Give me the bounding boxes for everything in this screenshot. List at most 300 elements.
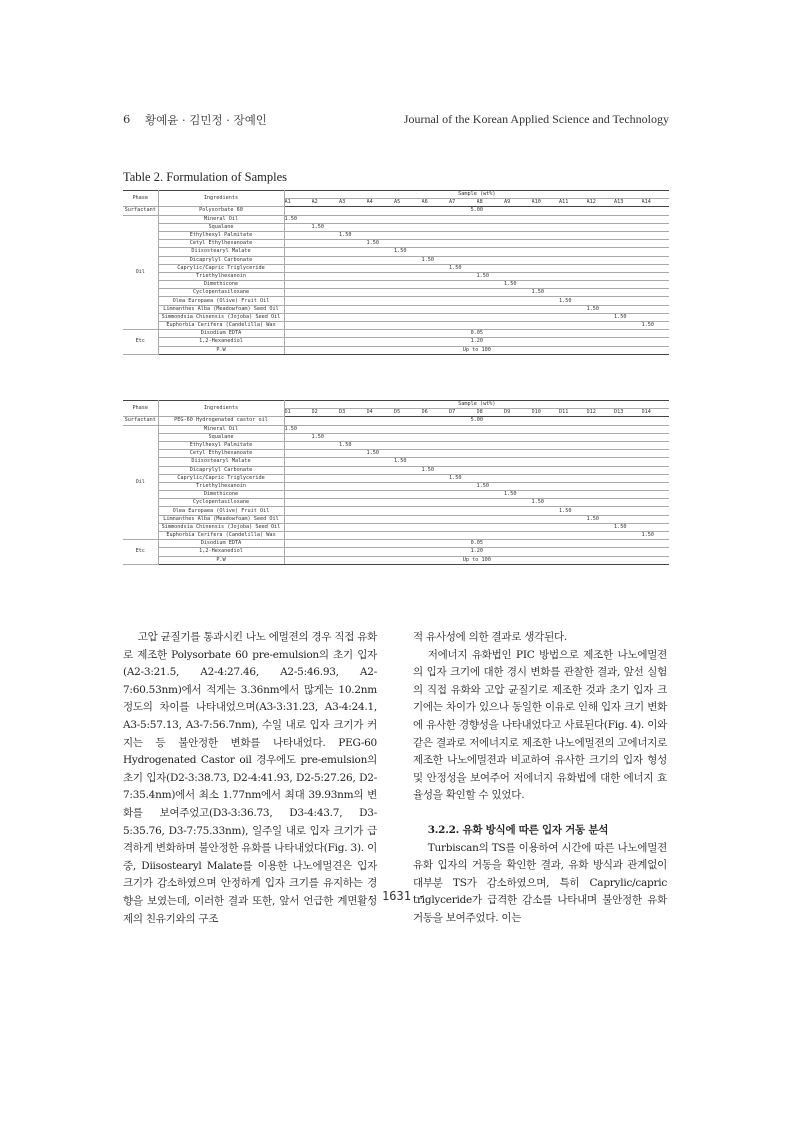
ingredient-name: Dimethicone [158, 491, 284, 499]
body-column-left [123, 629, 377, 928]
cell-value: 0.05 [284, 330, 669, 338]
cell-value [587, 256, 615, 264]
ingredient-name: Cetyl Ethylhexanoate [158, 450, 284, 458]
cell-value [642, 515, 670, 523]
cell-value [559, 223, 587, 231]
cell-value [532, 272, 560, 280]
cell-value [477, 466, 505, 474]
cell-value [367, 231, 395, 239]
cell-value [284, 231, 312, 239]
cell-value: 1.50 [449, 474, 477, 482]
cell-value [284, 322, 312, 330]
cell-value [477, 240, 505, 248]
phase-label: Etc [123, 540, 158, 565]
cell-value [284, 532, 312, 540]
cell-value [449, 491, 477, 499]
cell-value [559, 499, 587, 507]
cell-value: 5.00 [284, 417, 669, 425]
cell-value [504, 231, 532, 239]
cell-value [422, 433, 450, 441]
footer-page-number: - 1631 - [367, 889, 426, 903]
cell-value [587, 231, 615, 239]
cell-value [504, 215, 532, 223]
cell-value [559, 313, 587, 321]
cell-value [367, 441, 395, 449]
cell-value [477, 231, 505, 239]
cell-value [367, 305, 395, 313]
cell-value [614, 466, 642, 474]
cell-value [394, 532, 422, 540]
ingredient-name: Dicaprylyl Carbonate [158, 466, 284, 474]
cell-value: 1.50 [339, 231, 367, 239]
cell-value [477, 425, 505, 433]
cell-value [504, 248, 532, 256]
cell-value [614, 458, 642, 466]
cell-value [312, 491, 340, 499]
cell-value: 1.50 [532, 289, 560, 297]
sample-column-header: D3 [339, 409, 367, 417]
cell-value [587, 532, 615, 540]
cell-value [532, 515, 560, 523]
cell-value [559, 523, 587, 531]
cell-value [339, 499, 367, 507]
cell-value [504, 507, 532, 515]
cell-value [477, 322, 505, 330]
cell-value [339, 523, 367, 531]
ingredient-name: Caprylic/Capric Triglyceride [158, 264, 284, 272]
cell-value [642, 231, 670, 239]
ingredient-name: PEG-60 Hydrogenated castor oil [158, 417, 284, 425]
cell-value [339, 215, 367, 223]
cell-value [587, 223, 615, 231]
cell-value [394, 482, 422, 490]
cell-value [614, 223, 642, 231]
cell-value [477, 248, 505, 256]
cell-value [587, 507, 615, 515]
cell-value [587, 297, 615, 305]
cell-value [339, 281, 367, 289]
cell-value: 1.50 [312, 223, 340, 231]
cell-value [449, 450, 477, 458]
cell-value [284, 305, 312, 313]
cell-value [477, 256, 505, 264]
phase-header: Phase [123, 191, 158, 207]
cell-value [614, 231, 642, 239]
sample-column-header: D12 [587, 409, 615, 417]
ingredient-name: P.W [158, 346, 284, 354]
cell-value [339, 466, 367, 474]
cell-value [312, 532, 340, 540]
cell-value: 1.50 [284, 425, 312, 433]
cell-value [312, 322, 340, 330]
cell-value [339, 305, 367, 313]
ingredient-name: Dicaprylyl Carbonate [158, 256, 284, 264]
ingredient-name: Limnanthes Alba (Meadowfoam) Seed Oil [158, 515, 284, 523]
cell-value: 1.50 [532, 499, 560, 507]
sample-column-header: D2 [312, 409, 340, 417]
cell-value [449, 532, 477, 540]
cell-value [532, 264, 560, 272]
cell-value [312, 215, 340, 223]
cell-value [559, 240, 587, 248]
cell-value [587, 425, 615, 433]
cell-value [587, 248, 615, 256]
cell-value [614, 491, 642, 499]
cell-value [614, 297, 642, 305]
ingredient-name: Limnanthes Alba (Meadowfoam) Seed Oil [158, 305, 284, 313]
cell-value [449, 458, 477, 466]
cell-value [449, 322, 477, 330]
cell-value [394, 281, 422, 289]
cell-value [367, 264, 395, 272]
cell-value [394, 523, 422, 531]
cell-value [449, 281, 477, 289]
cell-value [367, 281, 395, 289]
phase-label: Surfactant [123, 417, 158, 425]
cell-value [504, 458, 532, 466]
body-paragraph: 고압 균질기를 통과시킨 나노 에멀젼의 경우 직접 유화로 제조한 Polysorbate 60 pre-emulsion의 초기 입자(A2-3:21.5, A2-4:27.46, A2-5:46.93, A2-7:60.53nm)에서 적게는 3.36nm에서 많게는 10.2nm 정도의 차이를 나타내었으며(A3-3:31.23, A3-4:24.1, A3-5:57.13, A3-7:56.7nm), 수일 내로 입자 크기가 커지는 등 불안정한 변화를 나타내었다. PEG-60 Hydrogenated Castor oil 경우에도 pre-emulsion의 초기 입자(D2-3:38.73, D2-4:41.93, D2-5:27.26, D2-7:35.4nm)에서 최소 1.77nm에서 최대 39.93nm의 변화를 보여주었고(D3-3:36.73, D3-4:43.7, D3-5:35.76, D3-7:75.33nm), 일주일 내로 입자 크기가 급격하게 변화하며 불안정한 유화를 나타내었다(Fig. 3). 이 중, Diisostearyl Malate를 이용한 나노에멀견은 입자 크기가 감소하였으며 안정하게 입자 크기를 유지하는 경향을 보였는데, 이러한 결과 또한, 앞서 언급한 계면활성제의 친유기와의 구조 [123, 631, 377, 925]
cell-value [339, 458, 367, 466]
cell-value [449, 425, 477, 433]
ingredient-name: Diisostearyl Malate [158, 248, 284, 256]
cell-value [477, 281, 505, 289]
cell-value: 1.50 [422, 256, 450, 264]
cell-value [642, 433, 670, 441]
cell-value [284, 256, 312, 264]
ingredient-name: Cyclopentasiloxane [158, 499, 284, 507]
cell-value: 5.00 [284, 207, 669, 215]
cell-value [532, 458, 560, 466]
cell-value [559, 482, 587, 490]
cell-value [477, 458, 505, 466]
cell-value [559, 433, 587, 441]
cell-value [339, 240, 367, 248]
cell-value [339, 450, 367, 458]
cell-value [394, 215, 422, 223]
cell-value [367, 256, 395, 264]
cell-value [532, 231, 560, 239]
cell-value [477, 532, 505, 540]
cell-value [559, 215, 587, 223]
ingredient-name: Euphorbia Cerifera (Candelilla) Wax [158, 532, 284, 540]
cell-value: 1.20 [284, 338, 669, 346]
cell-value [642, 507, 670, 515]
cell-value [532, 450, 560, 458]
cell-value [614, 532, 642, 540]
cell-value [284, 491, 312, 499]
ingredient-name: Caprylic/Capric Triglyceride [158, 474, 284, 482]
cell-value [422, 289, 450, 297]
cell-value [367, 248, 395, 256]
cell-value [394, 240, 422, 248]
cell-value [422, 523, 450, 531]
cell-value [339, 507, 367, 515]
cell-value [422, 532, 450, 540]
cell-value [339, 297, 367, 305]
cell-value [449, 289, 477, 297]
ingredient-name: 1,2-Hexanediol [158, 338, 284, 346]
cell-value [312, 458, 340, 466]
cell-value [367, 297, 395, 305]
ingredient-name: Diisostearyl Malate [158, 458, 284, 466]
cell-value [339, 223, 367, 231]
cell-value [614, 272, 642, 280]
cell-value [394, 289, 422, 297]
cell-value [587, 433, 615, 441]
cell-value: 1.50 [559, 507, 587, 515]
cell-value [339, 289, 367, 297]
cell-value [477, 433, 505, 441]
cell-value [559, 289, 587, 297]
cell-value [339, 264, 367, 272]
cell-value [284, 313, 312, 321]
cell-value [504, 272, 532, 280]
cell-value [642, 482, 670, 490]
cell-value [477, 215, 505, 223]
cell-value [587, 441, 615, 449]
cell-value [367, 499, 395, 507]
cell-value [504, 532, 532, 540]
cell-value [339, 272, 367, 280]
cell-value: 1.50 [477, 272, 505, 280]
cell-value [312, 515, 340, 523]
cell-value [532, 248, 560, 256]
cell-value: 0.05 [284, 540, 669, 548]
cell-value [504, 441, 532, 449]
cell-value: 1.50 [504, 281, 532, 289]
ingredients-header: Ingredients [158, 191, 284, 207]
cell-value [367, 515, 395, 523]
cell-value [614, 289, 642, 297]
cell-value [559, 425, 587, 433]
cell-value [587, 474, 615, 482]
cell-value: 1.50 [449, 264, 477, 272]
cell-value [642, 458, 670, 466]
cell-value [367, 425, 395, 433]
cell-value [284, 499, 312, 507]
cell-value [449, 240, 477, 248]
cell-value [312, 281, 340, 289]
cell-value [559, 248, 587, 256]
cell-value [559, 272, 587, 280]
cell-value [422, 264, 450, 272]
ingredient-name: Triethylhexanoin [158, 272, 284, 280]
cell-value [477, 507, 505, 515]
phase-label: Oil [123, 425, 158, 540]
phase-label: Oil [123, 215, 158, 330]
cell-value [312, 482, 340, 490]
cell-value [642, 223, 670, 231]
cell-value [422, 297, 450, 305]
cell-value [422, 450, 450, 458]
cell-value [449, 223, 477, 231]
cell-value [477, 474, 505, 482]
cell-value [532, 441, 560, 449]
cell-value [559, 256, 587, 264]
cell-value [559, 281, 587, 289]
cell-value [477, 441, 505, 449]
cell-value [532, 322, 560, 330]
cell-value [312, 289, 340, 297]
cell-value [559, 450, 587, 458]
cell-value [422, 458, 450, 466]
cell-value [504, 289, 532, 297]
cell-value [642, 474, 670, 482]
cell-value: 1.50 [422, 466, 450, 474]
ingredient-name: Euphorbia Cerifera (Candelilla) Wax [158, 322, 284, 330]
cell-value [614, 507, 642, 515]
formulation-table-d [123, 400, 669, 565]
cell-value [449, 231, 477, 239]
sample-column-header: A13 [614, 199, 642, 207]
cell-value [559, 305, 587, 313]
ingredient-name: 1,2-Hexanediol [158, 548, 284, 556]
cell-value [367, 466, 395, 474]
cell-value [532, 240, 560, 248]
cell-value [504, 450, 532, 458]
cell-value [642, 215, 670, 223]
cell-value [449, 297, 477, 305]
sample-column-header: D4 [367, 409, 395, 417]
cell-value [614, 322, 642, 330]
cell-value [284, 297, 312, 305]
cell-value [394, 272, 422, 280]
sample-column-header: D8 [477, 409, 505, 417]
cell-value [642, 499, 670, 507]
sample-column-header: A6 [422, 199, 450, 207]
cell-value [312, 240, 340, 248]
cell-value: 1.50 [559, 297, 587, 305]
cell-value [422, 272, 450, 280]
cell-value [504, 466, 532, 474]
cell-value [587, 322, 615, 330]
cell-value [367, 532, 395, 540]
cell-value [559, 491, 587, 499]
cell-value [394, 441, 422, 449]
cell-value [642, 491, 670, 499]
cell-value: 1.50 [587, 305, 615, 313]
body-paragraph: 저에너지 유화법인 PIC 방법으로 제조한 나노에멀젼의 입자 크기에 대한 경시 변화를 관찰한 결과, 앞선 실험의 직접 유화와 고압 균질기로 제조한 것과 초기 입자 크기에는 차이가 있으나 동일한 이유로 인해 입자 크기 변화에 유사한 경향성을 나타내었다고 사료된다(Fig. 4). 이와 같은 결과로 저에너지로 제조한 나노에멀젼의 고에너지로 제조한 나노에멀젼과 비교하여 유사한 크기의 입자 형성 및 안정성을 보여주어 저에너지 유화법에 대한 에너지 효율성을 확인할 수 있었다. [413, 648, 667, 802]
cell-value [532, 256, 560, 264]
cell-value: 1.50 [394, 248, 422, 256]
cell-value [587, 215, 615, 223]
cell-value [394, 499, 422, 507]
cell-value [477, 297, 505, 305]
ingredient-name: Dimethicone [158, 281, 284, 289]
header-authors: 황예윤 · 김민정 · 장예인 [145, 113, 267, 127]
cell-value [504, 240, 532, 248]
cell-value [367, 223, 395, 231]
cell-value [642, 248, 670, 256]
cell-value [532, 466, 560, 474]
cell-value [367, 507, 395, 515]
sample-column-header: D9 [504, 409, 532, 417]
cell-value [367, 289, 395, 297]
cell-value [394, 507, 422, 515]
sample-column-header: A11 [559, 199, 587, 207]
cell-value [532, 313, 560, 321]
cell-value [339, 474, 367, 482]
cell-value [477, 289, 505, 297]
ingredient-name: Cyclopentasiloxane [158, 289, 284, 297]
sample-column-header: A12 [587, 199, 615, 207]
body-paragraph: 적 유사성에 의한 결과로 생각된다. [413, 631, 567, 643]
cell-value [367, 215, 395, 223]
cell-value [559, 231, 587, 239]
cell-value [642, 425, 670, 433]
cell-value [614, 499, 642, 507]
body-paragraph: Turbiscan의 TS를 이용하여 시간에 따른 나노에멀젼 유화 입자의 거동을 확인한 결과, 유화 방식과 관계없이 대부분 TS가 감소하였으며, 특히 Caprylic/capric triglyceride가 급격한 감소를 나타내며 불안정한 유화 거동을 보여주었다. 이는 [413, 841, 667, 924]
cell-value [312, 523, 340, 531]
cell-value [614, 441, 642, 449]
cell-value [587, 240, 615, 248]
cell-value [394, 450, 422, 458]
cell-value [532, 491, 560, 499]
cell-value [339, 433, 367, 441]
cell-value [284, 240, 312, 248]
ingredient-name: Olea Europaea (Olive) Fruit Oil [158, 297, 284, 305]
cell-value [422, 215, 450, 223]
cell-value [642, 466, 670, 474]
cell-value [312, 466, 340, 474]
cell-value [587, 491, 615, 499]
cell-value: 1.50 [284, 215, 312, 223]
cell-value [449, 507, 477, 515]
cell-value [587, 272, 615, 280]
cell-value [477, 305, 505, 313]
cell-value [312, 441, 340, 449]
cell-value: 1.20 [284, 548, 669, 556]
cell-value [284, 458, 312, 466]
sample-header: Sample (wt%) [284, 191, 669, 199]
cell-value [532, 482, 560, 490]
cell-value [339, 313, 367, 321]
cell-value [642, 305, 670, 313]
cell-value [339, 491, 367, 499]
cell-value [559, 264, 587, 272]
sample-column-header: A7 [449, 199, 477, 207]
cell-value [312, 507, 340, 515]
cell-value [559, 441, 587, 449]
sample-column-header: A9 [504, 199, 532, 207]
cell-value [422, 240, 450, 248]
cell-value [422, 248, 450, 256]
cell-value [394, 322, 422, 330]
header-page-number: 6 [123, 112, 131, 126]
ingredient-name: Simmondsia Chinensis (Jojoba) Seed Oil [158, 313, 284, 321]
phase-label: Surfactant [123, 207, 158, 215]
cell-value [587, 289, 615, 297]
cell-value [477, 523, 505, 531]
ingredient-name: Polysorbate 60 [158, 207, 284, 215]
cell-value [284, 441, 312, 449]
cell-value [559, 532, 587, 540]
cell-value [614, 450, 642, 458]
cell-value [312, 474, 340, 482]
ingredient-name: Disodium EDTA [158, 330, 284, 338]
cell-value [642, 289, 670, 297]
cell-value [449, 441, 477, 449]
body-column-right [413, 629, 667, 928]
sample-column-header: D14 [642, 409, 670, 417]
cell-value: 1.50 [614, 313, 642, 321]
cell-value [504, 297, 532, 305]
cell-value [504, 425, 532, 433]
ingredients-header: Ingredients [158, 401, 284, 417]
ingredient-name: Triethylhexanoin [158, 482, 284, 490]
cell-value [284, 515, 312, 523]
cell-value [614, 474, 642, 482]
